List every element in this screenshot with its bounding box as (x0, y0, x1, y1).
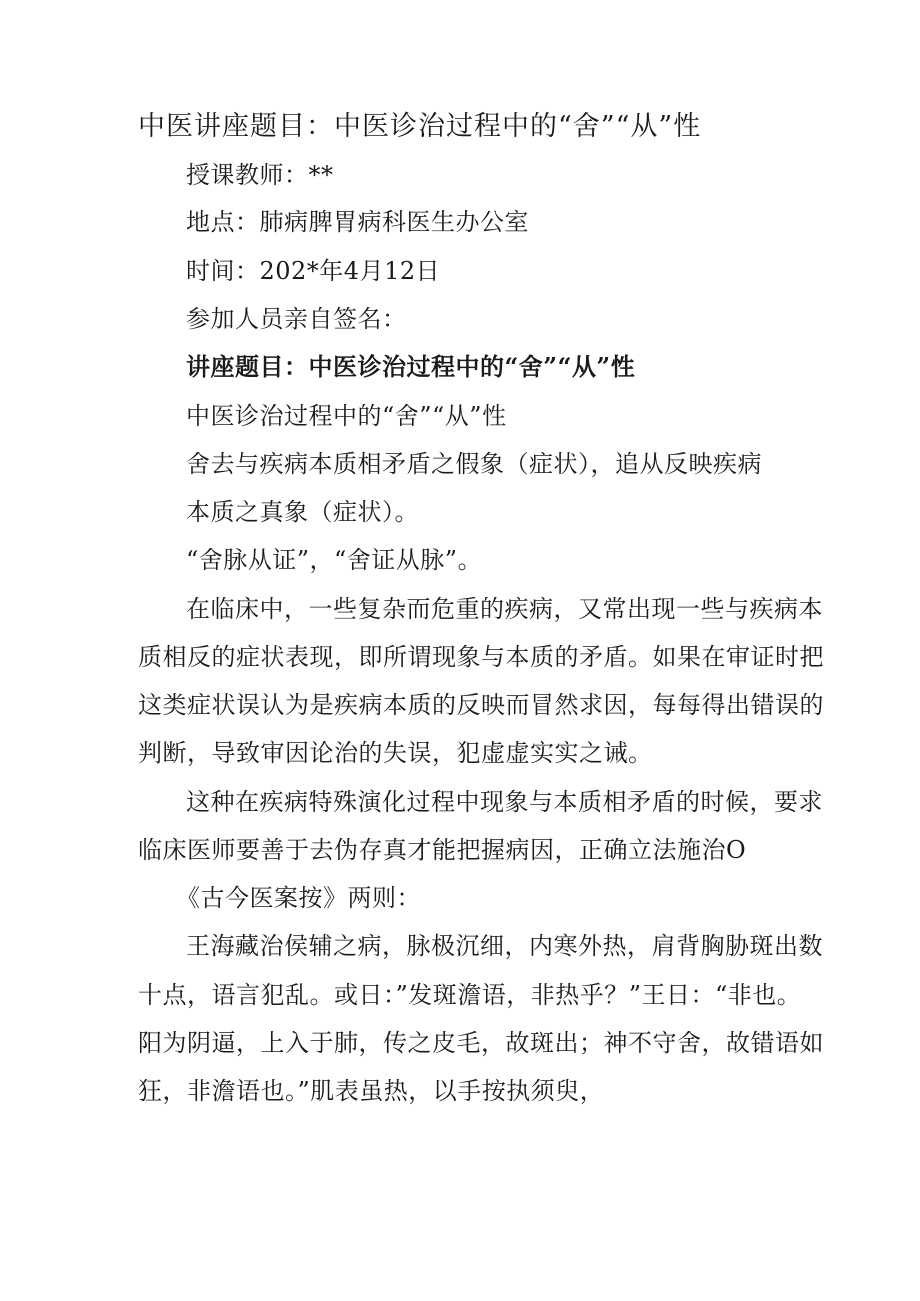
paragraph1-line-1: 在临床中，一些复杂而危重的疾病，又常出现一些与疾病本 (186, 595, 823, 623)
paragraph1-line-4: 判断，导致审因论治的失误，犯虚虚实实之诫。 (138, 739, 653, 767)
paragraph3-line-1: 王海藏治侯辅之病，脉极沉细，内寒外热，肩背胸胁斑出数 (186, 932, 823, 960)
paragraph3-line-2: 十点，语言犯乱。或日：”发斑澹语，非热乎？”王日：“非也。 (138, 981, 802, 1009)
lecture-heading: 讲座题目：中医诊治过程中的“舍”“从”性 (186, 352, 636, 381)
definition-line-2: 本质之真象（症状）。 (186, 498, 419, 526)
paragraph1-line-3: 这类症状误认为是疾病本质的反映而冒然求因，每每得出错误的 (138, 691, 824, 719)
quote-line: “舍脉从证”，“舍证从脉”。 (186, 546, 483, 574)
paragraph3-line-4: 狂，非澹语也。”肌表虽热，以手按执须臾， (138, 1077, 605, 1105)
teacher-line: 授课教师：** (186, 161, 334, 189)
attendees-signature-line: 参加人员亲自签名： (186, 305, 407, 333)
document-title: 中医讲座题目：中医诊治过程中的“舍”“从”性 (138, 111, 702, 142)
paragraph3-line-3: 阳为阴逼，上入于肺，传之皮毛，故斑出；神不守舍，故错语如 (138, 1029, 824, 1057)
paragraph2-line-2: 临床医师要善于去伪存真才能把握病因，正确立法施治O (138, 836, 747, 864)
subtitle-line: 中医诊治过程中的“舍”“从”性 (186, 402, 507, 430)
case-heading: 《古今医案按》两则： (176, 884, 421, 912)
time-line: 时间：202*年4月12日 (186, 257, 441, 285)
definition-line-1: 舍去与疾病本质相矛盾之假象（症状），追从反映疾病 (186, 450, 762, 478)
paragraph2-line-1: 这种在疾病特殊演化过程中现象与本质相矛盾的时候，要求 (186, 788, 823, 816)
paragraph1-line-2: 质相反的症状表现，即所谓现象与本质的矛盾。如果在审证时把 (138, 643, 824, 671)
location-line: 地点：肺病脾胃病科医生办公室 (186, 208, 529, 236)
